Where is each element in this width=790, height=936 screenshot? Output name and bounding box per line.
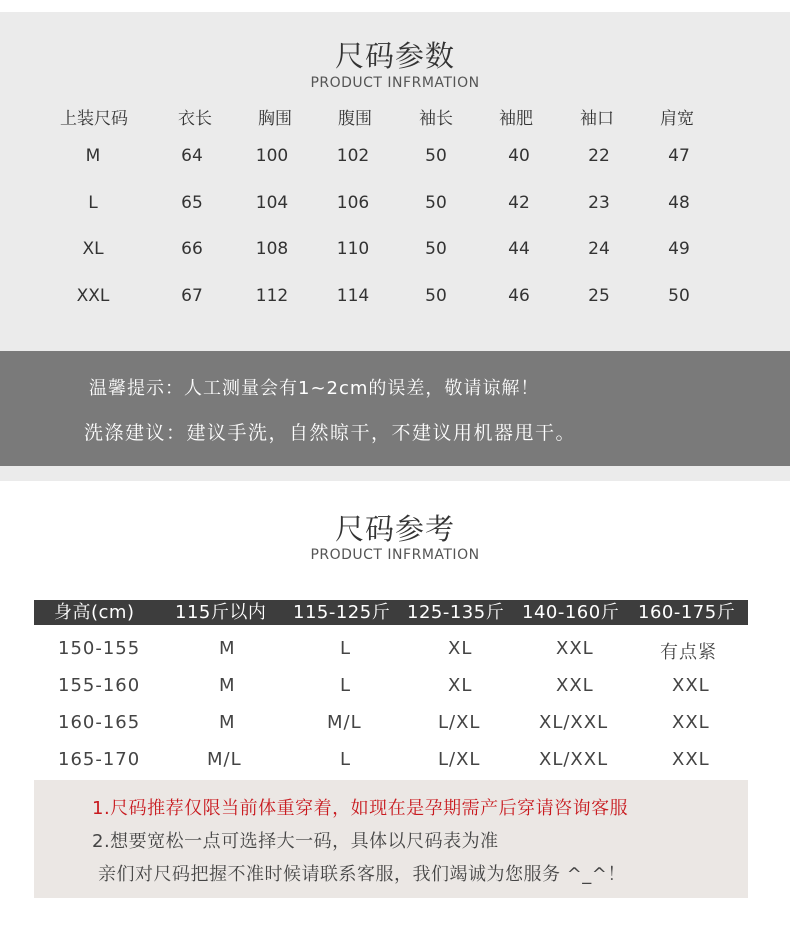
size-params-cell: 24 [588,239,610,259]
size-params-cell: XXL [76,286,110,306]
size-ref-cell: XXL [672,712,710,733]
size-ref-header: 160-175斤 [638,602,736,623]
size-ref-cell: M [219,638,236,659]
size-notes-box [34,780,748,898]
size-ref-header: 115-125斤 [293,602,391,623]
size-ref-header-row [34,600,748,625]
size-params-header: 胸围 [258,109,292,129]
size-ref-cell: M/L [327,712,362,733]
size-ref-cell: L/XL [438,749,481,770]
size-params-cell: XL [82,239,104,259]
size-ref-header: 115斤以内 [175,602,267,623]
size-params-cell: 25 [588,286,610,306]
size-params-header: 肩宽 [660,109,694,129]
size-ref-cell: 155-160 [58,675,141,696]
size-ref-cell: 160-165 [58,712,141,733]
size-params-cell: 100 [255,146,289,166]
size-params-header: 腹围 [338,109,372,129]
size-ref-cell: XL [448,675,473,696]
size-params-cell: 65 [181,193,203,213]
size-params-cell: 22 [588,146,610,166]
pregnancy-note: 1.尺码推荐仅限当前体重穿着，如现在是孕期需产后穿请咨询客服 [92,798,629,819]
size-params-cell: 50 [425,239,447,259]
size-ref-cell: L/XL [438,712,481,733]
size-params-cell: 64 [181,146,203,166]
size-ref-cell: XL/XXL [539,712,609,733]
size-params-title: 尺码参数 [334,39,455,73]
loose-fit-note: 2.想要宽松一点可选择大一码，具体以尺码表为准 [92,831,499,852]
size-params-cell: 110 [336,239,370,259]
size-ref-cell: M [219,675,236,696]
size-ref-header: 140-160斤 [522,602,620,623]
measurement-tip: 温馨提示：人工测量会有1~2cm的误差，敬请谅解！ [89,378,540,399]
size-ref-cell: XXL [556,675,594,696]
size-ref-cell: XXL [672,749,710,770]
size-ref-title: 尺码参考 [334,512,455,546]
size-params-header: 袖长 [419,109,453,129]
size-ref-header: 125-135斤 [407,602,505,623]
size-ref-cell: L [340,638,352,659]
size-params-cell: 50 [668,286,690,306]
size-params-header: 衣长 [178,109,212,129]
size-params-cell: 114 [336,286,370,306]
size-params-cell: M [85,146,101,166]
size-params-cell: 50 [425,193,447,213]
size-params-cell: 112 [255,286,289,306]
size-params-cell: 23 [588,193,610,213]
washing-tip: 洗涤建议：建议手洗，自然晾干，不建议用机器甩干。 [84,422,577,444]
size-params-cell: 108 [255,239,289,259]
size-params-cell: 42 [508,193,530,213]
size-ref-header: 身高(cm) [54,602,135,623]
size-ref-cell: 165-170 [58,749,141,770]
divider-band [0,466,790,481]
size-params-cell: 50 [425,286,447,306]
size-params-cell: 46 [508,286,530,306]
size-params-cell: 102 [336,146,370,166]
size-params-cell: 104 [255,193,289,213]
size-ref-cell: XL/XXL [539,749,609,770]
size-params-cell: 50 [425,146,447,166]
size-params-cell: 106 [336,193,370,213]
size-params-cell: 66 [181,239,203,259]
size-params-subtitle: PRODUCT INFRMATION [310,75,480,91]
size-params-cell: 49 [668,239,690,259]
size-ref-subtitle: PRODUCT INFRMATION [310,547,480,563]
size-params-header: 袖肥 [499,109,533,129]
size-ref-cell: L [340,749,352,770]
size-params-header: 袖口 [580,109,614,129]
size-ref-cell: XL [448,638,473,659]
size-params-cell: 44 [508,239,530,259]
size-ref-cell: M [219,712,236,733]
size-ref-cell: L [340,675,352,696]
size-ref-cell: XXL [672,675,710,696]
size-params-cell: 67 [181,286,203,306]
size-ref-cell: 有点紧 [660,642,717,663]
size-params-cell: L [88,193,98,213]
size-ref-cell: XXL [556,638,594,659]
tips-band [0,351,790,466]
size-params-cell: 40 [508,146,530,166]
contact-service-note: 亲们对尺码把握不准时候请联系客服，我们竭诚为您服务 ^_^！ [98,864,626,885]
size-ref-cell: 150-155 [58,638,141,659]
size-ref-cell: M/L [207,749,242,770]
size-params-header: 上装尺码 [60,109,128,129]
size-params-cell: 48 [668,193,690,213]
size-params-cell: 47 [668,146,690,166]
size-params-panel [0,12,790,351]
